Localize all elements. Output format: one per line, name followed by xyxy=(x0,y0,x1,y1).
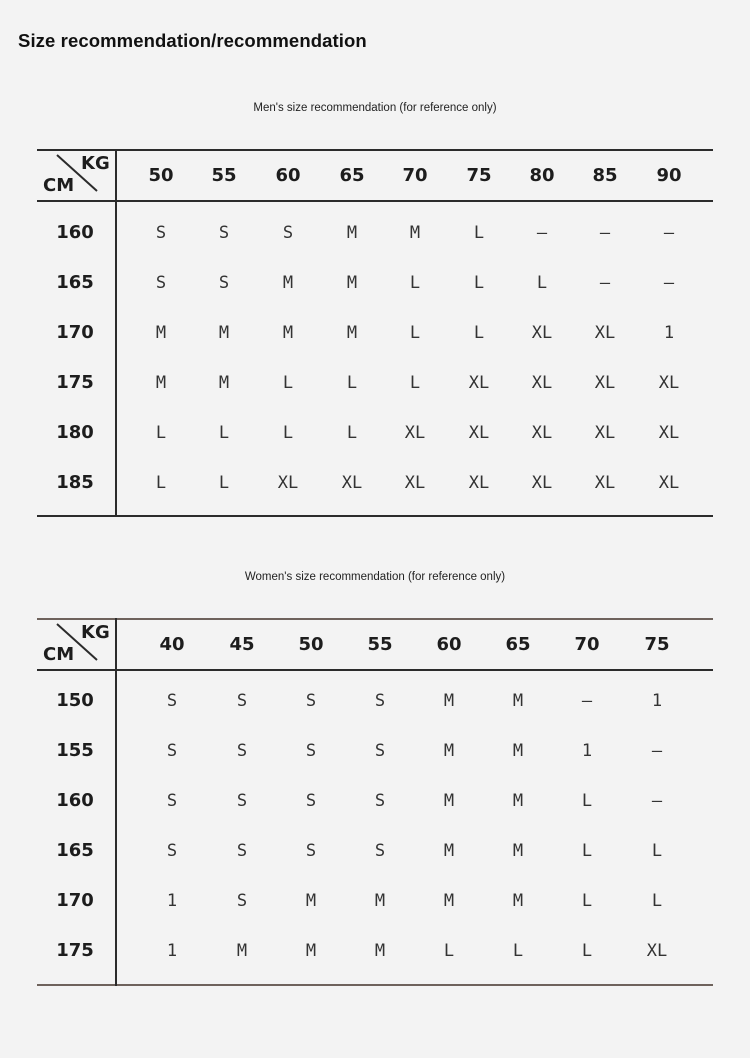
weight-header: 40 xyxy=(159,634,185,655)
size-cell: M xyxy=(512,891,524,911)
table-bottom-rule xyxy=(37,515,713,517)
size-cell: M xyxy=(512,741,524,761)
size-cell: M xyxy=(218,323,230,343)
size-cell: L xyxy=(581,791,593,811)
size-cell: XL xyxy=(594,373,616,393)
size-cell: XL xyxy=(404,423,426,443)
size-cell: XL xyxy=(531,373,553,393)
size-cell: XL xyxy=(658,373,680,393)
size-cell: M xyxy=(218,373,230,393)
size-cell: M xyxy=(443,691,455,711)
page-title: Size recommendation/recommendation xyxy=(18,30,367,51)
weight-header: 70 xyxy=(402,165,428,186)
size-cell: M xyxy=(155,373,167,393)
size-cell: S xyxy=(305,691,317,711)
size-cell: M xyxy=(305,941,317,961)
weight-header: 60 xyxy=(275,165,301,186)
size-cell: S xyxy=(236,691,248,711)
table-column-rule xyxy=(115,149,117,517)
size-cell: S xyxy=(166,791,178,811)
size-cell: 1 xyxy=(651,691,663,711)
weight-header: 75 xyxy=(644,634,670,655)
size-cell: M xyxy=(155,323,167,343)
weight-header: 50 xyxy=(148,165,174,186)
size-cell: — xyxy=(599,223,611,243)
height-label: 180 xyxy=(56,422,94,443)
size-cell: XL xyxy=(277,473,299,493)
size-cell: — xyxy=(651,791,663,811)
size-cell: 1 xyxy=(663,323,675,343)
size-cell: S xyxy=(166,841,178,861)
size-cell: — xyxy=(536,223,548,243)
size-cell: M xyxy=(443,841,455,861)
size-cell: — xyxy=(663,273,675,293)
size-cell: S xyxy=(374,741,386,761)
size-cell: XL xyxy=(468,473,490,493)
size-cell: S xyxy=(166,741,178,761)
height-label: 160 xyxy=(56,222,94,243)
size-cell: S xyxy=(218,223,230,243)
table-bottom-rule xyxy=(37,984,713,986)
size-cell: L xyxy=(155,473,167,493)
size-cell: M xyxy=(443,741,455,761)
height-label: 170 xyxy=(56,322,94,343)
corner-kg-label: KG xyxy=(81,153,110,174)
size-cell: M xyxy=(374,891,386,911)
corner-cm-label: CM xyxy=(43,644,75,665)
size-cell: L xyxy=(473,323,485,343)
size-cell: S xyxy=(236,741,248,761)
size-cell: 1 xyxy=(166,891,178,911)
size-cell: S xyxy=(166,691,178,711)
table-header-rule xyxy=(37,200,713,202)
size-cell: L xyxy=(218,423,230,443)
weight-header: 45 xyxy=(229,634,255,655)
size-cell: XL xyxy=(658,423,680,443)
weight-header: 65 xyxy=(505,634,531,655)
size-cell: L xyxy=(651,841,663,861)
women-size-table xyxy=(37,618,713,986)
height-label: 185 xyxy=(56,472,94,493)
size-cell: XL xyxy=(594,423,616,443)
men-table-caption: Men's size recommendation (for reference only) xyxy=(253,102,497,114)
size-cell: — xyxy=(663,223,675,243)
size-cell: L xyxy=(346,423,358,443)
size-cell: L xyxy=(512,941,524,961)
size-cell: L xyxy=(473,223,485,243)
weight-header: 55 xyxy=(367,634,393,655)
size-cell: L xyxy=(651,891,663,911)
size-cell: XL xyxy=(658,473,680,493)
size-cell: L xyxy=(581,891,593,911)
corner-cm-label: CM xyxy=(43,175,75,196)
size-cell: S xyxy=(282,223,294,243)
weight-header: 65 xyxy=(339,165,365,186)
size-cell: M xyxy=(512,691,524,711)
size-cell: — xyxy=(599,273,611,293)
size-cell: XL xyxy=(531,323,553,343)
height-label: 160 xyxy=(56,790,94,811)
size-cell: XL xyxy=(594,323,616,343)
size-cell: 1 xyxy=(166,941,178,961)
weight-header: 60 xyxy=(436,634,462,655)
size-cell: S xyxy=(155,273,167,293)
table-header-rule xyxy=(37,669,713,671)
size-cell: M xyxy=(374,941,386,961)
size-cell: S xyxy=(374,691,386,711)
weight-header: 50 xyxy=(298,634,324,655)
weight-header: 80 xyxy=(529,165,555,186)
size-cell: L xyxy=(409,323,421,343)
size-cell: L xyxy=(155,423,167,443)
size-cell: M xyxy=(305,891,317,911)
height-label: 170 xyxy=(56,890,94,911)
size-cell: — xyxy=(581,691,593,711)
men-size-table xyxy=(37,149,713,517)
weight-header: 75 xyxy=(466,165,492,186)
size-cell: XL xyxy=(531,473,553,493)
size-cell: S xyxy=(305,791,317,811)
height-label: 165 xyxy=(56,272,94,293)
corner-header xyxy=(37,620,115,669)
table-top-rule xyxy=(37,618,713,620)
size-cell: L xyxy=(409,373,421,393)
size-cell: XL xyxy=(468,423,490,443)
size-cell: M xyxy=(346,223,358,243)
size-cell: XL xyxy=(531,423,553,443)
size-cell: — xyxy=(651,741,663,761)
size-cell: XL xyxy=(594,473,616,493)
size-cell: XL xyxy=(468,373,490,393)
height-label: 150 xyxy=(56,690,94,711)
size-cell: S xyxy=(218,273,230,293)
size-cell: S xyxy=(374,791,386,811)
weight-header: 90 xyxy=(656,165,682,186)
corner-header xyxy=(37,151,115,200)
size-cell: S xyxy=(155,223,167,243)
size-cell: L xyxy=(409,273,421,293)
size-cell: XL xyxy=(404,473,426,493)
size-cell: S xyxy=(305,841,317,861)
height-label: 165 xyxy=(56,840,94,861)
women-table-caption: Women's size recommendation (for reference only) xyxy=(244,571,506,583)
size-cell: L xyxy=(282,423,294,443)
size-cell: L xyxy=(536,273,548,293)
size-cell: S xyxy=(236,841,248,861)
size-cell: M xyxy=(236,941,248,961)
size-cell: S xyxy=(236,891,248,911)
size-cell: S xyxy=(236,791,248,811)
size-cell: L xyxy=(218,473,230,493)
size-cell: L xyxy=(581,841,593,861)
size-cell: S xyxy=(374,841,386,861)
size-cell: L xyxy=(282,373,294,393)
size-cell: L xyxy=(581,941,593,961)
corner-kg-label: KG xyxy=(81,622,110,643)
height-label: 155 xyxy=(56,740,94,761)
size-cell: M xyxy=(512,841,524,861)
size-cell: M xyxy=(512,791,524,811)
size-cell: M xyxy=(282,323,294,343)
size-cell: S xyxy=(305,741,317,761)
weight-header: 70 xyxy=(574,634,600,655)
weight-header: 55 xyxy=(211,165,237,186)
weight-header: 85 xyxy=(592,165,618,186)
table-column-rule xyxy=(115,618,117,986)
size-cell: 1 xyxy=(581,741,593,761)
size-cell: L xyxy=(346,373,358,393)
size-cell: L xyxy=(473,273,485,293)
size-cell: M xyxy=(443,891,455,911)
size-cell: M xyxy=(282,273,294,293)
size-cell: XL xyxy=(341,473,363,493)
size-cell: M xyxy=(346,273,358,293)
height-label: 175 xyxy=(56,940,94,961)
size-cell: M xyxy=(409,223,421,243)
size-cell: M xyxy=(346,323,358,343)
height-label: 175 xyxy=(56,372,94,393)
table-top-rule xyxy=(37,149,713,151)
size-cell: XL xyxy=(646,941,668,961)
size-cell: M xyxy=(443,791,455,811)
size-cell: L xyxy=(443,941,455,961)
